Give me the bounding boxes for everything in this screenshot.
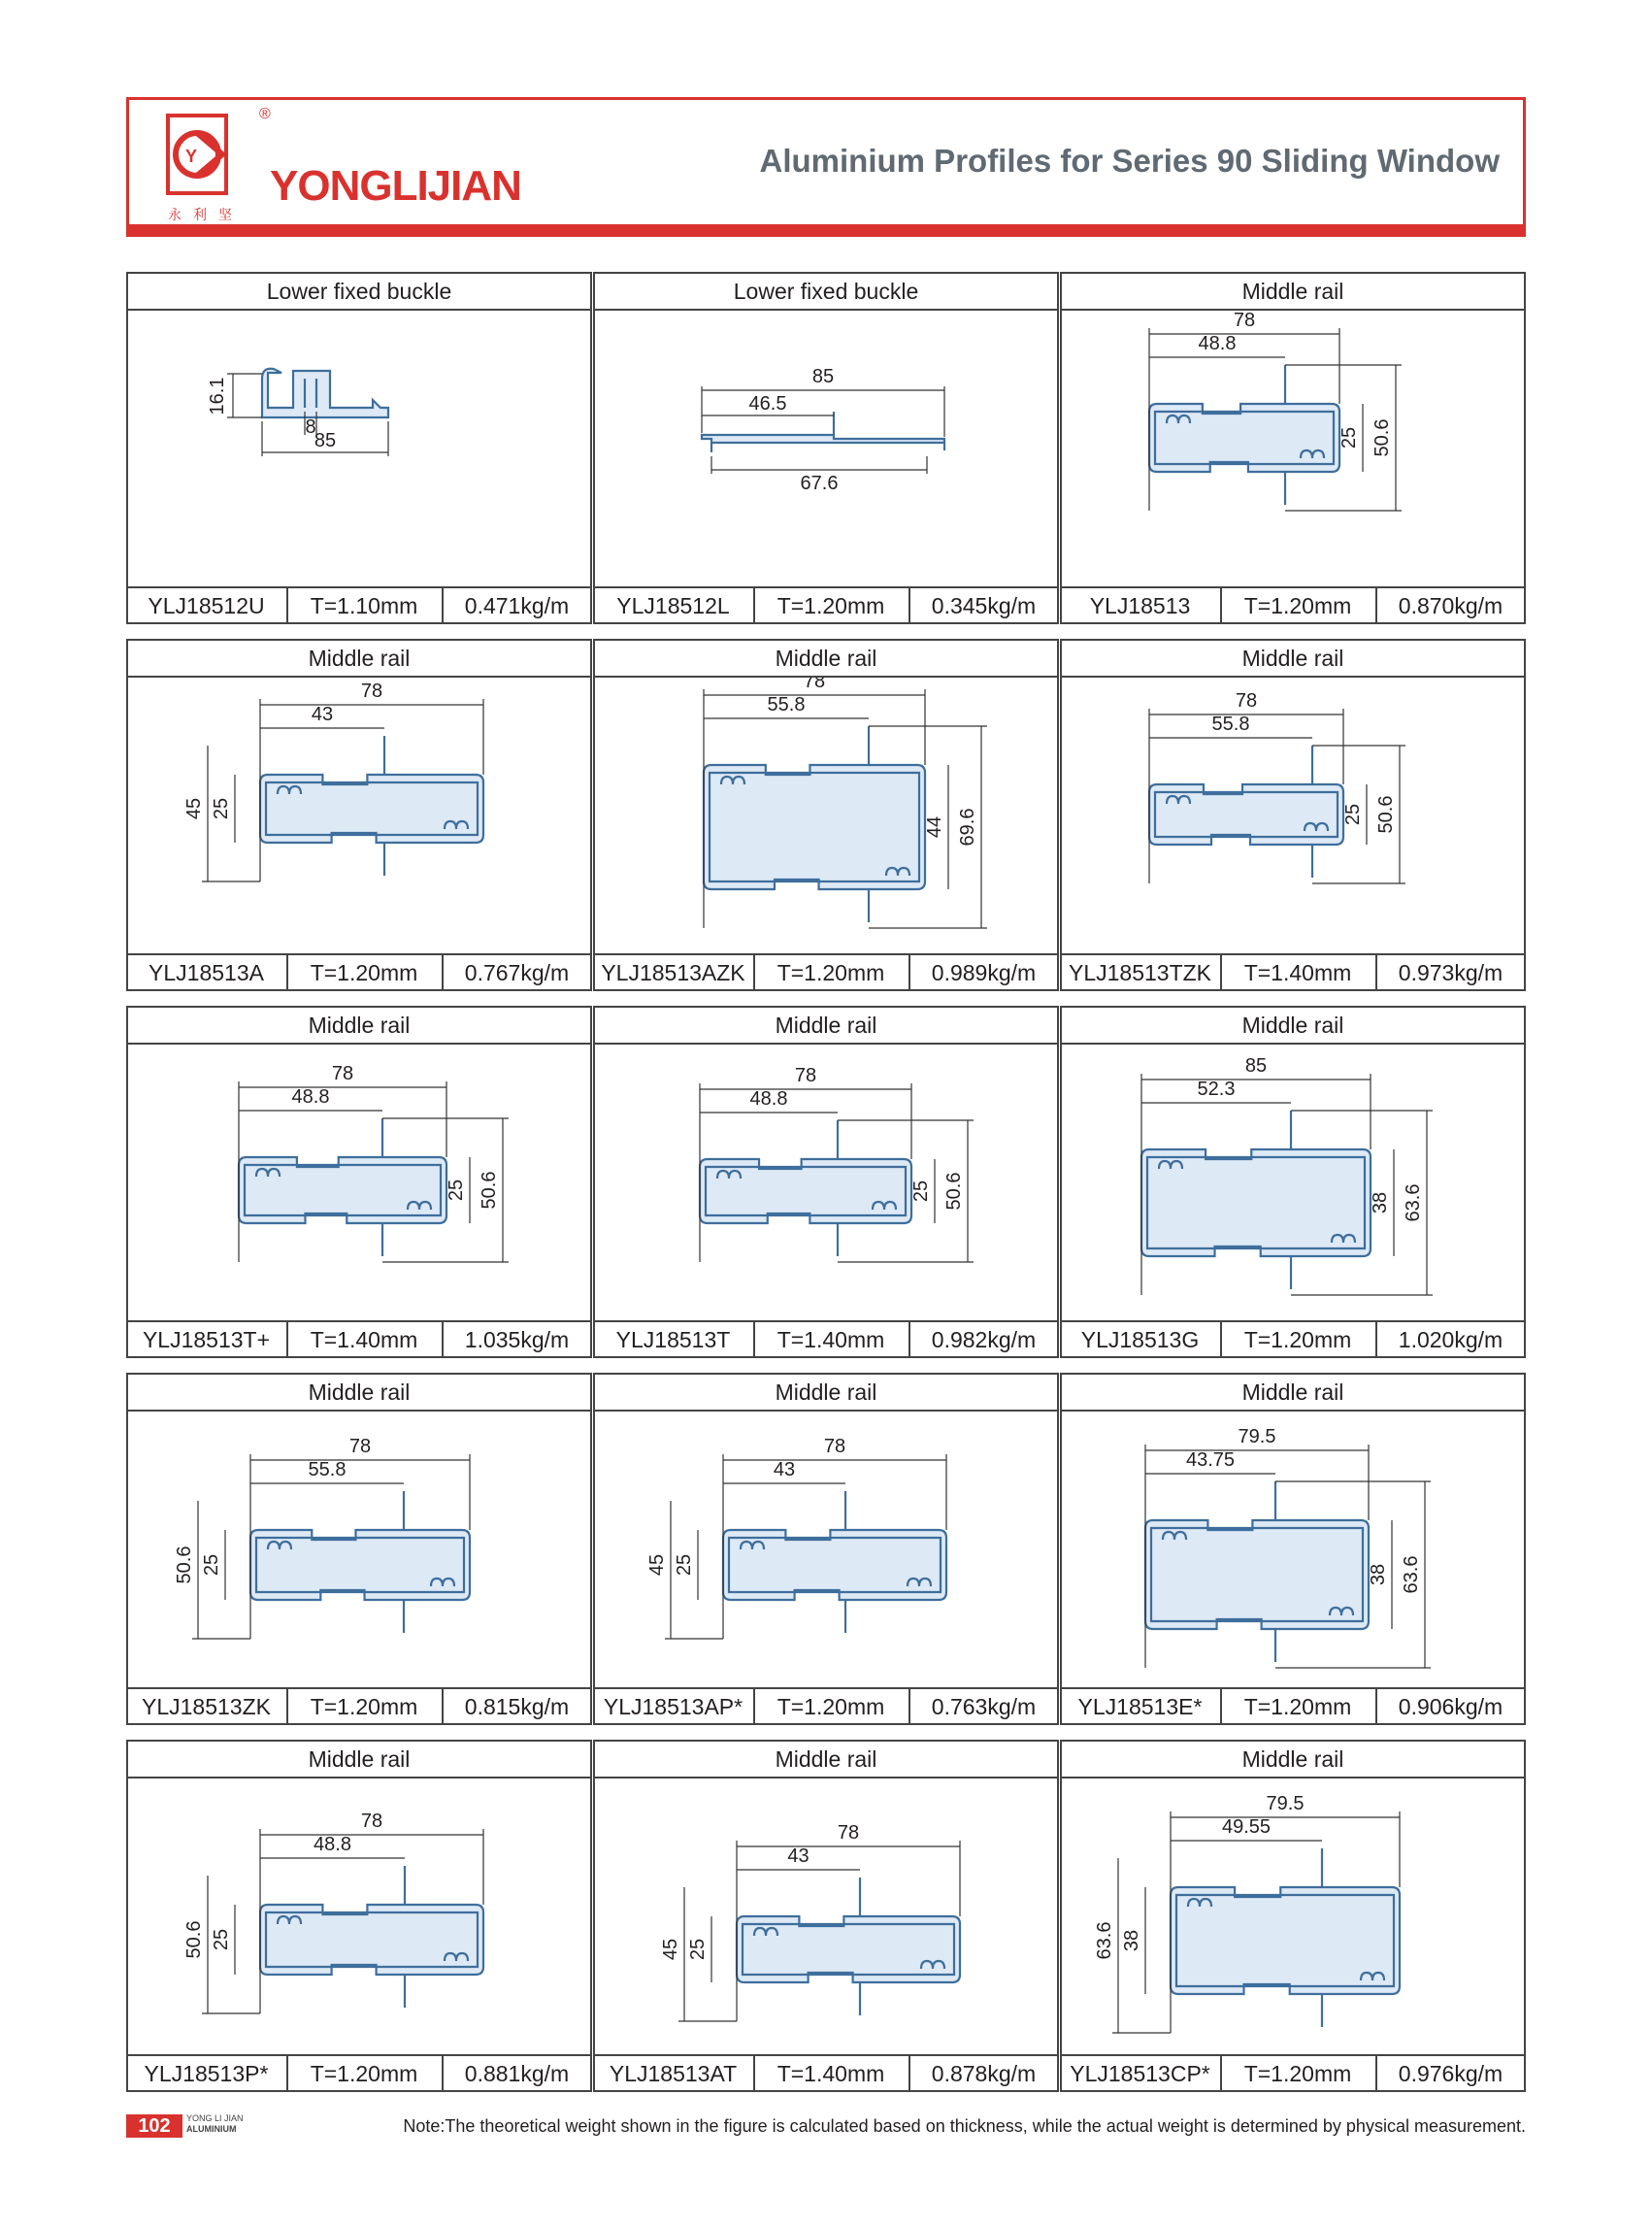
drawing-area	[593, 1778, 1059, 2054]
page-number: 102	[126, 2114, 182, 2138]
profile-thickness: T=1.40mm	[1220, 955, 1377, 991]
dim-offset-width: 43.75	[1185, 1449, 1236, 1471]
page-title: Aluminium Profiles for Series 90 Sliding Window	[759, 143, 1500, 179]
dim-overall-height: 50.6	[1375, 795, 1397, 834]
dim-offset-width: 43	[311, 704, 334, 725]
profile-card	[126, 1006, 592, 1358]
dim-bottom-width: 67.6	[800, 473, 839, 494]
profile-card	[593, 639, 1059, 991]
brand-chinese-name: 永利坚	[168, 207, 244, 222]
profile-weight: 0.471kg/m	[464, 593, 570, 618]
spec-row	[593, 586, 1059, 624]
profile-card	[593, 1373, 1059, 1725]
dim-offset-width: 49.55	[1221, 1816, 1272, 1838]
profile-drawing	[126, 1412, 592, 1687]
dim-inner-height: 25	[687, 1938, 709, 1961]
profile-thickness: T=1.20mm	[753, 588, 910, 624]
weight-note: Note:The theoretical weight shown in the figure is calculated based on thickness, while the actual weight is determined by physical measurement.	[403, 2116, 1526, 2136]
dim-overall-height: 63.6	[1403, 1183, 1424, 1222]
spec-row	[593, 2054, 1059, 2092]
drawing-area	[126, 1412, 592, 1687]
drawing-area	[126, 311, 592, 586]
drawing-area	[593, 1045, 1059, 1320]
dim-inner-height: 44	[924, 815, 945, 839]
footer-brand	[186, 2113, 244, 2135]
profile-title: Middle rail	[593, 1740, 1059, 1778]
profile-thickness: T=1.20mm	[753, 955, 910, 991]
spec-row	[593, 1687, 1059, 1725]
profile-title: Middle rail	[593, 1373, 1059, 1412]
svg-text:Y: Y	[185, 147, 198, 166]
profile-code: YLJ18513AT	[593, 2056, 755, 2092]
profile-card	[126, 639, 592, 991]
profile-weight: 0.870kg/m	[1398, 593, 1503, 618]
profile-code: YLJ18513P*	[126, 2056, 288, 2092]
dim-inner-height: 38	[1368, 1563, 1389, 1586]
spec-row	[126, 586, 592, 624]
profile-title: Middle rail	[593, 1006, 1059, 1045]
profile-weight: 0.815kg/m	[464, 1694, 570, 1719]
profile-card	[1060, 1373, 1526, 1725]
dim-overall-height: 50.6	[174, 1546, 195, 1584]
drawing-area	[593, 1412, 1059, 1687]
profile-card	[1060, 1006, 1526, 1358]
drawing-area	[593, 311, 1059, 586]
registered-mark: ®	[259, 106, 271, 122]
profile-card	[1060, 639, 1526, 991]
profile-title: Middle rail	[593, 639, 1059, 678]
profile-weight: 1.020kg/m	[1398, 1327, 1503, 1352]
dim-overall-width: 78	[360, 1811, 383, 1832]
profile-card	[1060, 272, 1526, 624]
dim-overall-height: 45	[183, 797, 205, 820]
drawing-area	[593, 678, 1059, 953]
profile-thickness: T=1.20mm	[1220, 588, 1377, 624]
dim-offset-width: 43	[773, 1459, 796, 1480]
profile-code: YLJ18513G	[1060, 1322, 1222, 1358]
dim-offset-width: 55.8	[1211, 714, 1250, 735]
profile-card	[126, 272, 592, 624]
dim-offset-width: 55.8	[767, 694, 806, 715]
profile-code: YLJ18513CP*	[1060, 2056, 1222, 2092]
profile-drawing	[1060, 311, 1526, 586]
spec-row	[1060, 1320, 1526, 1358]
profile-weight: 0.767kg/m	[464, 960, 570, 985]
profile-thickness: T=1.20mm	[286, 1689, 444, 1725]
profile-code: YLJ18513T	[593, 1322, 755, 1358]
profile-thickness: T=1.20mm	[1220, 1689, 1377, 1725]
profile-weight: 0.878kg/m	[931, 2061, 1037, 2086]
profile-weight: 0.982kg/m	[931, 1327, 1037, 1352]
dim-inner-height: 25	[201, 1553, 222, 1577]
profile-weight: 0.906kg/m	[1398, 1694, 1503, 1719]
profile-thickness: T=1.20mm	[753, 1689, 910, 1725]
page-header	[126, 97, 1526, 237]
footer-brand-line2: ALUMINIUM	[186, 2124, 237, 2134]
profile-drawing	[1060, 678, 1526, 953]
drawing-area	[126, 1778, 592, 2054]
profile-drawing	[126, 311, 592, 586]
profile-weight: 0.989kg/m	[931, 960, 1037, 985]
profile-code: YLJ18512U	[126, 588, 288, 624]
header-accent-bar	[129, 224, 1523, 234]
profile-drawing	[1060, 1412, 1526, 1687]
dim-inner-height: 25	[211, 1928, 232, 1951]
dim-offset-width: 48.8	[1198, 333, 1237, 354]
profile-thickness: T=1.10mm	[286, 588, 444, 624]
dim-offset-width: 55.8	[308, 1459, 347, 1480]
dim-overall-width: 79.5	[1266, 1793, 1305, 1814]
dim-overall-width: 85	[1244, 1055, 1268, 1077]
footer-brand-line1: YONG LI JIAN	[186, 2113, 244, 2123]
profile-card	[126, 1740, 592, 2092]
profile-thickness: T=1.20mm	[1220, 2056, 1377, 2092]
dim-overall-width: 78	[360, 681, 383, 702]
profile-thickness: T=1.20mm	[286, 2056, 444, 2092]
profile-weight: 0.881kg/m	[464, 2061, 570, 2086]
drawing-area	[1060, 1412, 1526, 1687]
profile-row	[126, 272, 1526, 624]
profile-weight: 0.345kg/m	[931, 593, 1037, 618]
dim-offset-width: 48.8	[291, 1086, 330, 1108]
profile-weight: 1.035kg/m	[464, 1327, 570, 1352]
spec-row	[1060, 2054, 1526, 2092]
dim-inner-height: 25	[211, 797, 232, 820]
profile-title: Middle rail	[126, 1006, 592, 1045]
spec-row	[126, 2054, 592, 2092]
profile-title: Middle rail	[126, 639, 592, 678]
profile-card	[593, 272, 1059, 624]
dim-overall-height: 50.6	[943, 1172, 965, 1211]
spec-row	[126, 1687, 592, 1725]
profile-weight: 0.976kg/m	[1398, 2061, 1503, 2086]
spec-row	[1060, 586, 1526, 624]
profile-drawing	[1060, 1778, 1526, 2054]
brand-logo	[166, 114, 255, 218]
dim-overall-height: 63.6	[1094, 1921, 1115, 1960]
profile-row	[126, 1373, 1526, 1725]
profile-thickness: T=1.40mm	[286, 1322, 444, 1358]
profile-code: YLJ18513E*	[1060, 1689, 1222, 1725]
profile-thickness: T=1.40mm	[753, 2056, 910, 2092]
profile-drawing	[1060, 1045, 1526, 1320]
dim-overall-width: 79.5	[1238, 1426, 1276, 1447]
dim-overall-width: 78	[348, 1436, 372, 1457]
dim-overall-width: 85	[314, 430, 337, 451]
spec-row	[1060, 953, 1526, 991]
dim-inner-height: 38	[1121, 1929, 1142, 1952]
profile-title: Middle rail	[1060, 1740, 1526, 1778]
dim-overall-height: 50.6	[1371, 418, 1393, 457]
drawing-area	[1060, 1778, 1526, 2054]
dim-inner-height: 38	[1370, 1191, 1391, 1214]
dim-overall-width: 85	[811, 366, 835, 387]
dim-overall-width: 78	[331, 1063, 354, 1084]
profile-code: YLJ18513ZK	[126, 1689, 288, 1725]
spec-row	[1060, 1687, 1526, 1725]
profile-card	[593, 1740, 1059, 2092]
dim-offset-width: 52.3	[1197, 1079, 1236, 1100]
profile-title: Middle rail	[1060, 1373, 1526, 1412]
dim-overall-width: 78	[1235, 690, 1258, 712]
profile-title: Middle rail	[1060, 639, 1526, 678]
profile-drawing	[593, 678, 1059, 953]
profile-thickness: T=1.40mm	[753, 1322, 910, 1358]
profile-weight: 0.763kg/m	[931, 1694, 1037, 1719]
page-footer	[126, 2114, 1526, 2138]
dim-overall-width: 78	[1233, 311, 1256, 331]
profile-drawing	[126, 1778, 592, 2054]
profile-title: Middle rail	[1060, 272, 1526, 311]
drawing-area	[1060, 678, 1526, 953]
dim-overall-height: 69.6	[957, 808, 978, 847]
profile-title: Middle rail	[126, 1740, 592, 1778]
dim-inner-height: 25	[1338, 426, 1360, 449]
dim-offset-width: 46.5	[748, 393, 787, 415]
profile-code: YLJ18513TZK	[1060, 955, 1222, 991]
profile-drawing	[593, 1778, 1059, 2054]
dim-overall-height: 50.6	[479, 1171, 500, 1210]
profile-drawing	[126, 1045, 592, 1320]
dim-offset-width: 48.8	[749, 1088, 788, 1110]
dim-overall-width: 78	[823, 1436, 846, 1457]
dim-overall-width: 78	[794, 1065, 817, 1086]
profile-thickness: T=1.20mm	[286, 955, 444, 991]
profile-title: Middle rail	[126, 1373, 592, 1412]
profile-code: YLJ18513AZK	[593, 955, 755, 991]
profile-card	[1060, 1740, 1526, 2092]
spec-row	[593, 1320, 1059, 1358]
dim-overall-width: 78	[803, 678, 826, 692]
profile-row	[126, 1740, 1526, 2092]
profile-code: YLJ18513A	[126, 955, 288, 991]
dim-inner-height: 25	[1342, 803, 1364, 826]
profile-drawing	[593, 311, 1059, 586]
profile-title: Middle rail	[1060, 1006, 1526, 1045]
drawing-area	[126, 1045, 592, 1320]
profile-code: YLJ18513AP*	[593, 1689, 755, 1725]
brand-name: YONGLIJIAN	[270, 162, 521, 210]
profile-weight: 0.973kg/m	[1398, 960, 1503, 985]
profile-drawing	[126, 678, 592, 953]
dim-inner-height: 25	[910, 1180, 932, 1203]
dim-offset-width: 43	[787, 1845, 809, 1867]
profile-code: YLJ18513	[1060, 588, 1222, 624]
profile-code: YLJ18512L	[593, 588, 755, 624]
profile-title: Lower fixed buckle	[126, 272, 592, 311]
profile-drawing	[593, 1412, 1059, 1687]
spec-row	[593, 953, 1059, 991]
dim-offset-width: 48.8	[314, 1834, 351, 1855]
drawing-area	[126, 678, 592, 953]
profile-card	[593, 1006, 1059, 1358]
spec-row	[126, 953, 592, 991]
dim-overall-width: 78	[837, 1822, 860, 1844]
dim-overall-height: 50.6	[183, 1920, 205, 1959]
profile-row	[126, 1006, 1526, 1358]
dim-inner-height: 25	[446, 1179, 467, 1202]
profile-code: YLJ18513T+	[126, 1322, 288, 1358]
dim-inner-height: 25	[674, 1553, 695, 1577]
profile-title: Lower fixed buckle	[593, 272, 1059, 311]
dim-overall-height: 45	[660, 1938, 681, 1961]
drawing-area	[1060, 311, 1526, 586]
drawing-area	[1060, 1045, 1526, 1320]
profile-row	[126, 639, 1526, 991]
spec-row	[126, 1320, 592, 1358]
profile-card	[126, 1373, 592, 1725]
dim-slot-width: 8	[305, 416, 316, 438]
dim-overall-height: 63.6	[1401, 1555, 1422, 1594]
profile-thickness: T=1.20mm	[1220, 1322, 1377, 1358]
dim-overall-height: 45	[646, 1553, 668, 1577]
profile-drawing	[593, 1045, 1059, 1320]
dim-height: 16.1	[207, 377, 228, 415]
